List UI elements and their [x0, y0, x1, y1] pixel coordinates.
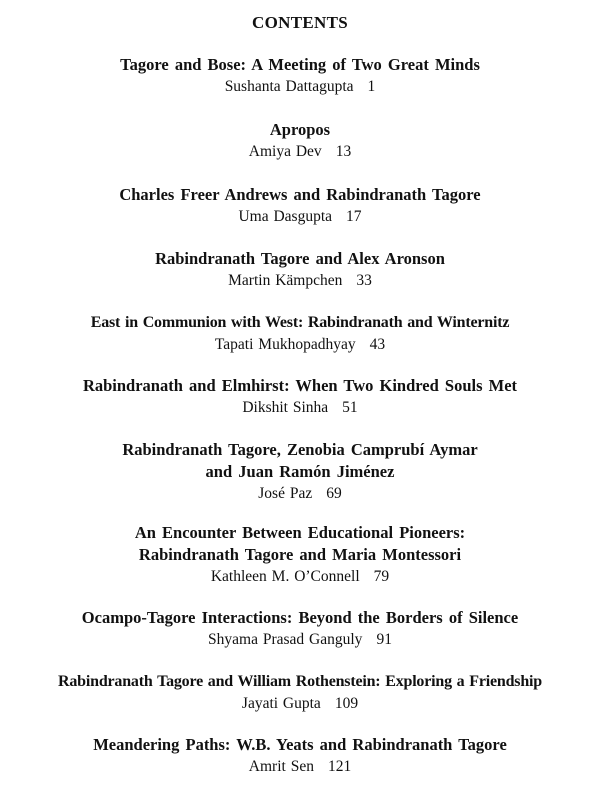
toc-title-continued: Rabindranath Tagore and Maria Montessori	[138, 545, 462, 564]
toc-title: Charles Freer Andrews and Rabindranath Tagore	[119, 185, 481, 204]
toc-title: Rabindranath Tagore, Zenobia Camprubí Aymar	[122, 440, 478, 459]
toc-entry-5	[0, 312, 600, 356]
toc-title: Rabindranath Tagore and William Rothenstein: Exploring a Friendship	[58, 673, 542, 690]
toc-entry-3	[0, 184, 600, 228]
toc-byline	[0, 756, 600, 778]
page-title: CONTENTS	[252, 13, 348, 32]
toc-page-number: 121	[327, 758, 352, 775]
toc-entry-7	[0, 439, 600, 505]
toc-page-number: 43	[369, 336, 386, 353]
toc-author: Kathleen M. O’Connell	[210, 568, 360, 585]
toc-byline	[0, 566, 600, 588]
toc-author: Uma Dasgupta	[238, 208, 333, 225]
toc-byline	[0, 141, 600, 163]
toc-page-number: 69	[326, 485, 342, 502]
toc-page-number: 79	[373, 568, 390, 585]
toc-entry-2	[0, 119, 600, 163]
toc-author: Sushanta Dattagupta	[224, 78, 354, 95]
toc-title: Meandering Paths: W.B. Yeats and Rabindranath Tagore	[93, 735, 507, 754]
toc-entry-11	[0, 734, 600, 778]
toc-byline	[0, 206, 600, 228]
toc-title: An Encounter Between Educational Pioneers:	[134, 523, 466, 542]
toc-entry-1	[0, 54, 600, 98]
toc-byline	[0, 76, 600, 98]
toc-byline	[0, 270, 600, 292]
toc-title: Ocampo-Tagore Interactions: Beyond the Borders of Silence	[81, 608, 519, 627]
toc-byline	[0, 397, 600, 419]
toc-page-number: 13	[335, 143, 352, 160]
toc-title: Apropos	[269, 120, 331, 139]
toc-entry-9	[0, 607, 600, 651]
toc-author: Dikshit Sinha	[242, 399, 329, 416]
toc-author: Shyama Prasad Ganguly	[208, 631, 363, 648]
toc-entry-6	[0, 375, 600, 419]
toc-author: Amiya Dev	[248, 143, 322, 160]
toc-author: Tapati Mukhopadhyay	[214, 336, 356, 353]
toc-page-number: 1	[367, 78, 376, 95]
toc-title: East in Communion with West: Rabindranath and Winternitz	[90, 314, 510, 331]
toc-page-number: 51	[342, 399, 358, 416]
toc-title: Rabindranath and Elmhirst: When Two Kindred Souls Met	[82, 376, 518, 395]
toc-entry-10	[0, 671, 600, 715]
toc-author: Amrit Sen	[248, 758, 314, 775]
toc-byline	[0, 483, 600, 505]
toc-byline	[0, 629, 600, 651]
toc-page-number: 91	[376, 631, 392, 648]
toc-byline	[0, 334, 600, 356]
toc-page-number: 33	[356, 272, 372, 289]
toc-title: Rabindranath Tagore and Alex Aronson	[155, 249, 445, 268]
toc-title-continued: and Juan Ramón Jiménez	[205, 462, 395, 481]
toc-byline	[0, 693, 600, 715]
toc-author: Martin Kämpchen	[228, 272, 343, 289]
toc-page-number: 109	[334, 695, 359, 712]
toc-entry-8	[0, 522, 600, 588]
toc-author: Jayati Gupta	[241, 695, 321, 712]
toc-author: José Paz	[258, 485, 313, 502]
toc-title: Tagore and Bose: A Meeting of Two Great Minds	[120, 55, 480, 74]
toc-page-number: 17	[346, 208, 362, 225]
toc-entry-4	[0, 248, 600, 292]
